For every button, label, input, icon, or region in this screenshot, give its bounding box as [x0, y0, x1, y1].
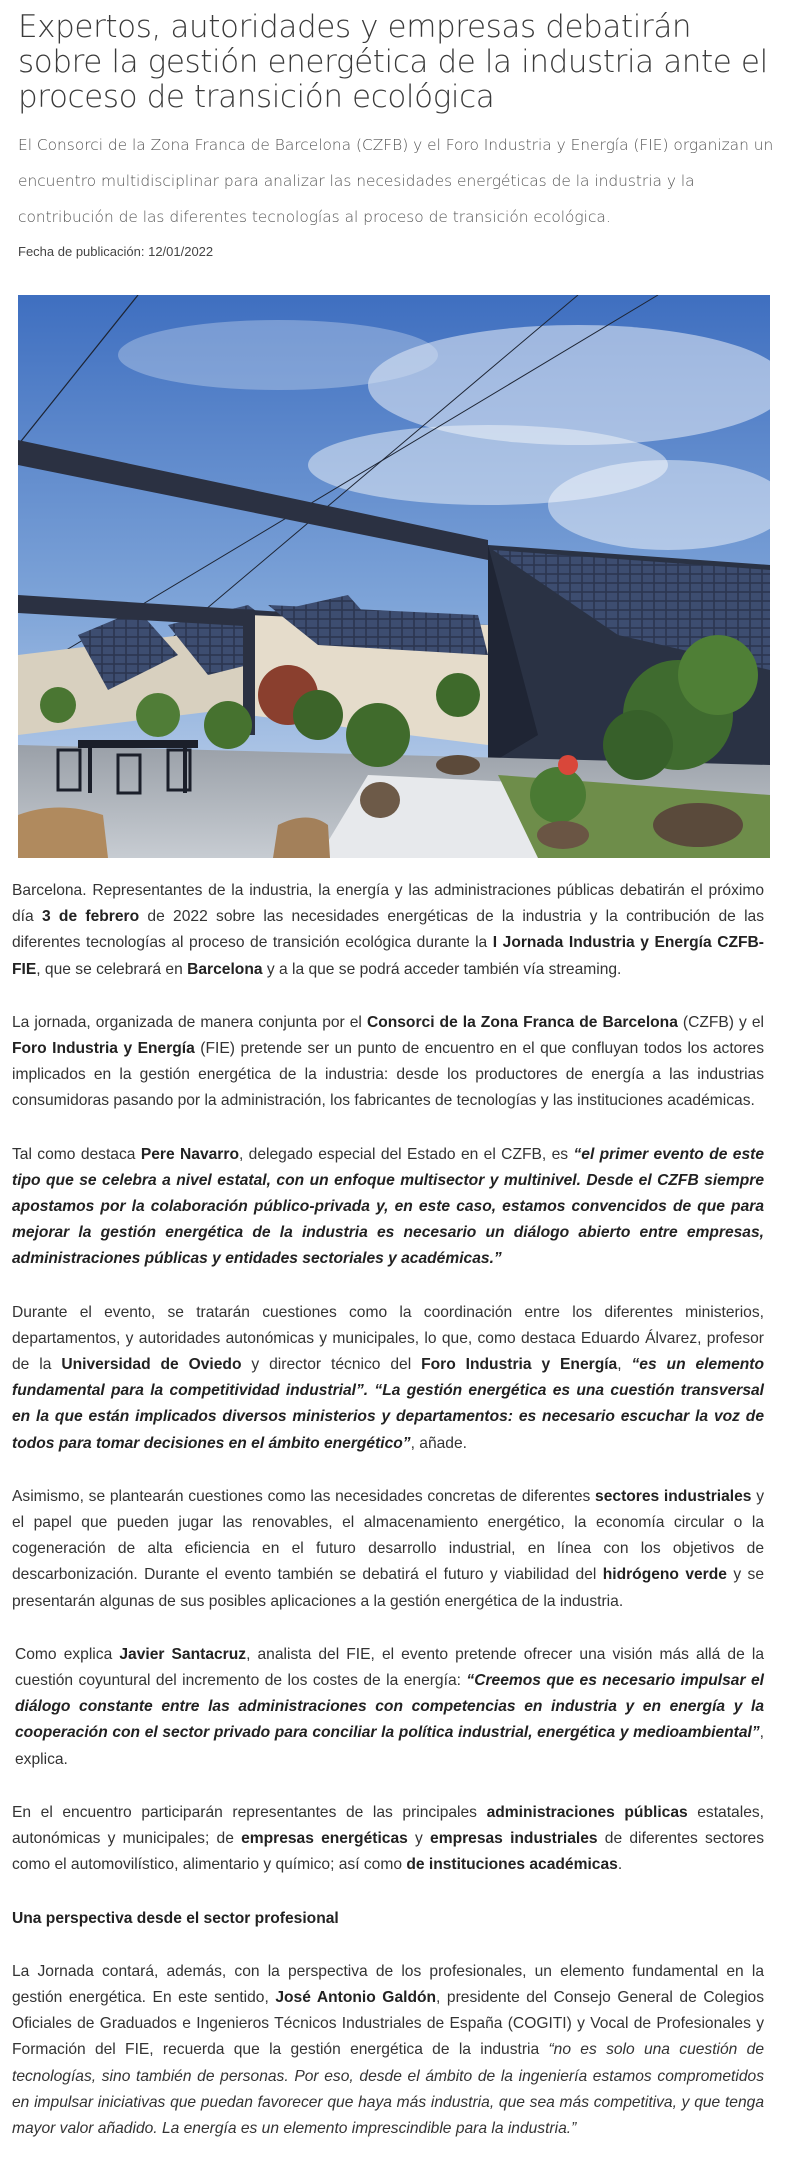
- rooftop-solar-panels-illustration: [18, 295, 770, 858]
- text: La jornada, organizada de manera conjunta por el: [12, 1013, 367, 1031]
- bold-person: Pere Navarro: [140, 1145, 239, 1163]
- text: , añade.: [410, 1434, 467, 1452]
- bold-term: sectores industriales: [595, 1487, 752, 1505]
- bold-person: Javier Santacruz: [119, 1645, 247, 1663]
- text: y: [407, 1830, 431, 1848]
- text: La Jornada contará, además, con la perspectiva de los profesionales, un elemento fundamental en la gestión energética. En este sentido,: [12, 1962, 764, 2006]
- bold-event-name: I Jornada Industria y Energía CZFB-FIE: [12, 934, 764, 978]
- text: ,: [617, 1356, 632, 1374]
- text: .: [617, 1856, 623, 1874]
- text: de 2022 sobre las necesidades energéticas de la industria y la contribución de las diferentes tecnologías al proceso de transición ecológica durante la: [12, 908, 765, 952]
- text: y director técnico del: [241, 1356, 422, 1374]
- text: , explica.: [15, 1724, 764, 1768]
- text: En el encuentro participarán representantes de las principales: [12, 1803, 487, 1821]
- text: , analista del FIE, el evento pretende ofrecer una visión más allá de la cuestión coyuntural del incremento de los costes de la energía:: [15, 1645, 764, 1690]
- text: , presidente del Consejo General de Colegios Oficiales de Graduados e Ingenieros Técnicos Industriales de España (COGITI) y Vocal de Profesionales y Formación del FIE, recuerda que la gestión energética de la industria: [12, 1988, 765, 2059]
- paragraph-6: [12, 1642, 764, 1773]
- bold-term: empresas industriales: [430, 1830, 598, 1848]
- paragraph-2: [12, 1010, 764, 1115]
- quote: “es un elemento fundamental para la competitividad industrial”. “La gestión energética es una cuestión transversal en la que están implicados diversos ministerios y departamentos: es necesario escuchar la voz de todos para tomar decisiones en el ámbito energético”: [12, 1356, 764, 1452]
- text: estatales, autonómicas y municipales; de: [12, 1803, 764, 1848]
- section-subheading: Una perspectiva desde el sector profesional: [12, 1909, 339, 1927]
- bold-term: administraciones públicas: [486, 1803, 688, 1821]
- text: Tal como destaca: [12, 1145, 141, 1163]
- bold-term: empresas energéticas: [241, 1830, 408, 1848]
- text: y el papel que pueden jugar las renovables, el almacenamiento energético, la economía circular o la cogeneración de alta eficiencia en el futuro desarrollo industrial, en línea con los objetivos de descarbonización. Durante el evento también se debatirá el futuro y viabilidad del: [12, 1487, 765, 1584]
- quote: “el primer evento de este tipo que se celebra a nivel estatal, con un enfoque multisector y multinivel. Desde el CZFB siempre apostamos por la colaboración público-privada y, en este caso, estamos convencidos de que para mejorar la gestión energética de la industria es necesario un diálogo abierto entre empresas, administraciones públicas y entidades sectoriales y académicas.”: [12, 1145, 764, 1268]
- bold-date: 3 de febrero: [41, 908, 140, 926]
- bold-organization: Universidad de Oviedo: [61, 1356, 242, 1374]
- paragraph-7: [12, 1800, 764, 1879]
- text: Durante el evento, se tratarán cuestiones como la coordinación entre los diferentes ministerios, departamentos, y autoridades autonómicas y municipales, lo que, como destaca Eduardo Álvarez, profesor de la: [12, 1303, 764, 1374]
- paragraph-5: [12, 1484, 764, 1615]
- quote: “no es solo una cuestión de tecnologías, sino también de personas. Por eso, desde el ámbito de la ingeniería estamos comprometidos en impulsar iniciativas que puedan favorecer que haya más industria, que sea más competitiva, y que tenga mayor valor añadido. La energía es un elemento imprescindible para la industria.”: [12, 2041, 764, 2137]
- article-body: [12, 878, 764, 2169]
- bold-organization: Consorci de la Zona Franca de Barcelona: [366, 1013, 678, 1031]
- text: (FIE) pretende ser un punto de encuentro en el que confluyan todos los actores implicados en la gestión energética de la industria: desde los productores de energía a las industrias consumidoras pasando por la administración, los fabricantes de tecnologías y las instituciones académicas.: [12, 1040, 765, 1110]
- bold-organization: Foro Industria y Energía: [421, 1356, 618, 1374]
- paragraph-1: [12, 878, 764, 983]
- paragraph-4: [12, 1300, 764, 1457]
- text: , que se celebrará en: [36, 960, 188, 978]
- article-lead: El Consorci de la Zona Franca de Barcelona (CZFB) y el Foro Industria y Energía (FIE) organizan un encuentro multidisciplinar para analizar las necesidades energéticas de la industria y la contribución de las diferentes tecnologías al proceso de transición ecológica.: [18, 136, 774, 226]
- text: Como explica: [15, 1645, 120, 1663]
- hero-image-solar-rooftop: [18, 295, 770, 858]
- article-title: Expertos, autoridades y empresas debatirán sobre la gestión energética de la industria ante el proceso de transición ecológica: [18, 9, 768, 115]
- bold-term: de instituciones académicas: [406, 1856, 618, 1874]
- text: Asimismo, se plantearán cuestiones como las necesidades concretas de diferentes: [12, 1487, 596, 1505]
- text: y se presentarán algunas de sus posibles aplicaciones a la gestión energética de la industria.: [12, 1566, 764, 1610]
- bold-city: Barcelona: [187, 960, 263, 978]
- text: Barcelona. Representantes de la industria, la energía y las administraciones públicas debatirán el próximo día: [12, 882, 764, 926]
- quote: “Creemos que es necesario impulsar el diálogo constante entre las administraciones con competencias en industria y en energía y la cooperación con el sector privado para conciliar la política industrial, energética y medioambiental”: [15, 1672, 764, 1742]
- paragraph-8: [12, 1959, 764, 2142]
- text: (CZFB) y el: [677, 1013, 764, 1031]
- text: , delegado especial del Estado en el CZFB, es: [238, 1145, 574, 1163]
- bold-person: José Antonio Galdón: [275, 1988, 437, 2006]
- bold-term: hidrógeno verde: [602, 1566, 727, 1584]
- publication-date: Fecha de publicación: 12/01/2022: [18, 244, 214, 259]
- paragraph-3: [12, 1142, 764, 1273]
- text: de diferentes sectores como el automovilístico, alimentario y químico; así como: [12, 1830, 764, 1874]
- bold-organization: Foro Industria y Energía: [12, 1040, 195, 1058]
- text: y a la que se podrá acceder también vía streaming.: [262, 960, 622, 978]
